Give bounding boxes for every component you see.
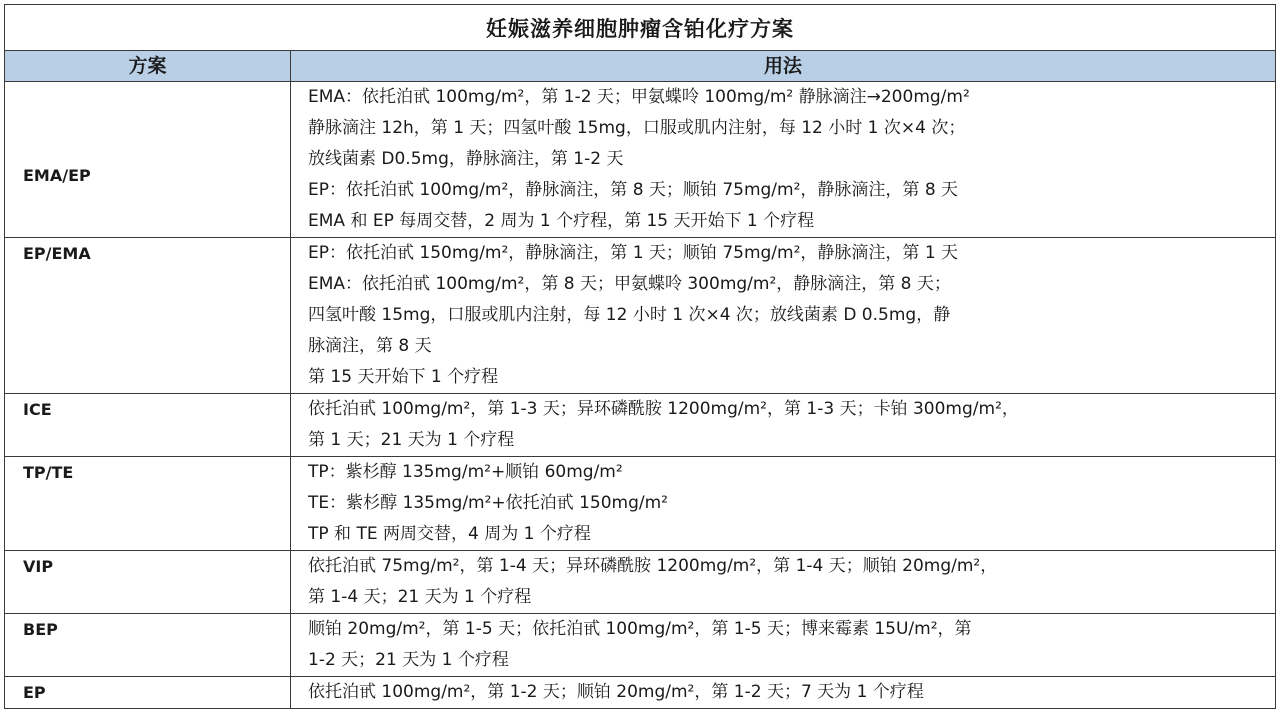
usage-line: 1-2 天；21 天为 1 个疗程 [308,650,509,670]
table-row [5,551,1276,614]
regimen-name: EMA/EP [23,165,91,185]
column-header-regimen: 方案 [5,51,291,82]
table-row [5,614,1276,677]
usage-cell [291,551,1276,614]
usage-line: 静脉滴注 12h，第 1 天；四氢叶酸 15mg，口服或肌内注射，每 12 小时 1 次×4 次； [308,118,966,138]
regimen-name: TP/TE [23,463,74,482]
usage-line: EP：依托泊甙 150mg/m²，静脉滴注，第 1 天；顺铂 75mg/m²，静脉滴注，第 1 天 [308,243,959,263]
usage-line: 依托泊甙 75mg/m²，第 1-4 天；异环磷酰胺 1200mg/m²，第 1-4 天；顺铂 20mg/m²， [308,556,998,576]
table-title: 妊娠滋养细胞肿瘤含铂化疗方案 [5,5,1276,51]
regimen-name: EP [23,683,46,702]
regimen-name: VIP [23,557,54,576]
usage-line: EMA：依托泊甙 100mg/m²，第 8 天；甲氨蝶呤 300mg/m²，静脉滴注，第 8 天； [308,274,951,294]
usage-cell [291,677,1276,709]
usage-line: EMA：依托泊甙 100mg/m²，第 1-2 天；甲氨蝶呤 100mg/m² 静脉滴注→200mg/m² [308,87,970,107]
regimen-name: BEP [23,620,58,639]
regimen-name-cell [5,82,291,238]
regimen-name-cell [5,551,291,614]
usage-line: 依托泊甙 100mg/m²，第 1-3 天；异环磷酰胺 1200mg/m²，第 1-3 天；卡铂 300mg/m²， [308,399,1019,419]
table-row [5,677,1276,709]
table-row [5,394,1276,457]
usage-line: 放线菌素 D0.5mg，静脉滴注，第 1-2 天 [308,149,624,169]
usage-line: TE：紫杉醇 135mg/m²+依托泊甙 150mg/m² [308,493,668,513]
usage-line: TP 和 TE 两周交替，4 周为 1 个疗程 [308,524,591,544]
regimen-name: ICE [23,400,52,419]
usage-line: 第 1-4 天；21 天为 1 个疗程 [308,587,532,607]
regimen-name-cell [5,614,291,677]
usage-line: EP：依托泊甙 100mg/m²，静脉滴注，第 8 天；顺铂 75mg/m²，静脉滴注，第 8 天 [308,180,959,200]
usage-cell [291,394,1276,457]
regimen-name: EP/EMA [23,244,91,263]
regimen-name-cell [5,677,291,709]
usage-line: EMA 和 EP 每周交替，2 周为 1 个疗程，第 15 天开始下 1 个疗程 [308,211,815,231]
usage-line: 第 1 天；21 天为 1 个疗程 [308,430,515,450]
column-header-usage: 用法 [291,51,1276,82]
table-row [5,82,1276,238]
usage-line: 顺铂 20mg/m²，第 1-5 天；依托泊甙 100mg/m²，第 1-5 天；博来霉素 15U/m²，第 [308,619,972,639]
usage-cell [291,238,1276,394]
usage-line: 脉滴注，第 8 天 [308,336,432,356]
usage-line: 第 15 天开始下 1 个疗程 [308,367,499,387]
usage-line: TP：紫杉醇 135mg/m²+顺铂 60mg/m² [308,462,623,482]
usage-cell [291,614,1276,677]
usage-cell [291,82,1276,238]
table-body [5,82,1276,709]
table-row [5,238,1276,394]
usage-line: 四氢叶酸 15mg，口服或肌内注射，每 12 小时 1 次×4 次；放线菌素 D 0.5mg，静 [308,305,951,325]
regimen-name-cell [5,238,291,394]
regimen-name-cell [5,394,291,457]
regimen-name-cell [5,457,291,551]
regimen-table [4,4,1276,709]
usage-line: 依托泊甙 100mg/m²，第 1-2 天；顺铂 20mg/m²，第 1-2 天；7 天为 1 个疗程 [308,682,924,702]
table-row [5,457,1276,551]
usage-cell [291,457,1276,551]
